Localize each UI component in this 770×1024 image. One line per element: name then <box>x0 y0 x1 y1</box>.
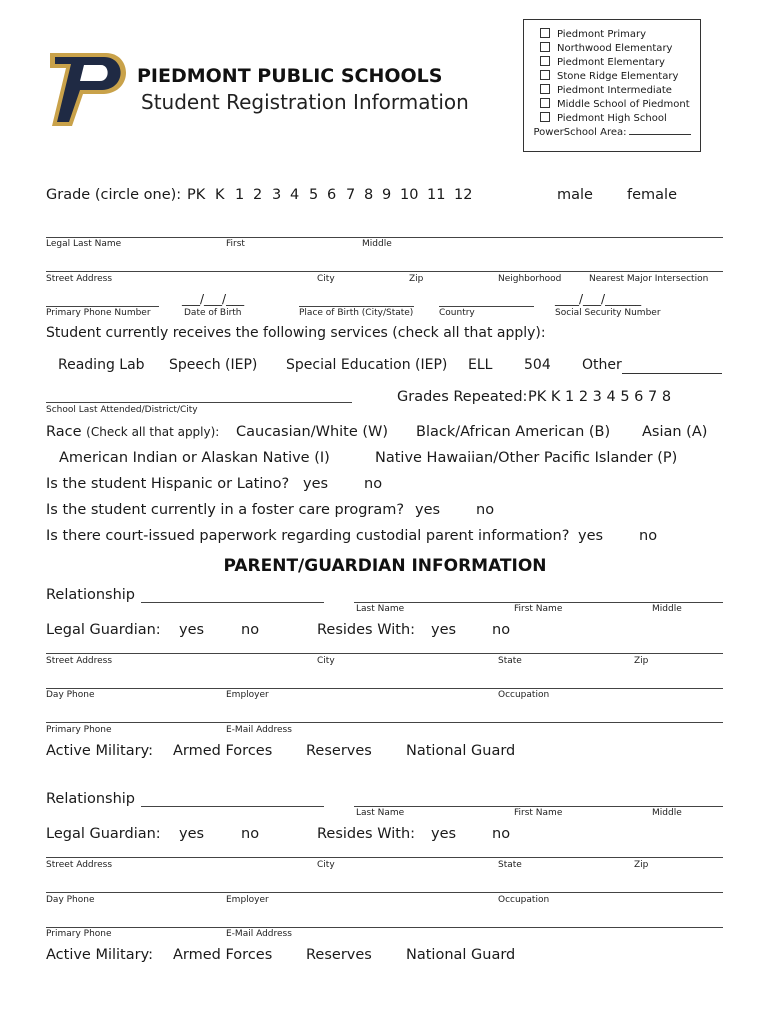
dob-field[interactable]: ___/___/___ <box>182 292 245 306</box>
race-note: (Check all that apply): <box>86 425 220 439</box>
military-reserves[interactable]: Reserves <box>306 743 372 759</box>
active-military-label: Active Military: <box>46 947 154 963</box>
grade-10[interactable]: 10 <box>400 187 419 203</box>
city-label: City <box>317 274 335 284</box>
guardian-state-label: State <box>498 656 522 666</box>
guardian-contact-line[interactable] <box>46 927 723 928</box>
school-option[interactable]: Stone Ridge Elementary <box>540 70 678 82</box>
guardian-name-field[interactable] <box>354 602 723 603</box>
guardian-name-field[interactable] <box>354 806 723 807</box>
primary-phone-field[interactable] <box>46 306 159 307</box>
grade-7[interactable]: 7 <box>346 187 356 203</box>
grade-5[interactable]: 5 <box>309 187 319 203</box>
resides-with-no[interactable]: no <box>492 826 511 842</box>
school-title: PIEDMONT PUBLIC SCHOOLS <box>137 65 443 87</box>
guardian-zip-label: Zip <box>634 860 649 870</box>
military-armed-forces[interactable]: Armed Forces <box>173 947 273 963</box>
services-prompt: Student currently receives the following services (check all that apply): <box>46 325 546 341</box>
guardian-zip-label: Zip <box>634 656 649 666</box>
guardian-primary-phone-label: Primary Phone <box>46 929 112 939</box>
checkbox-icon[interactable] <box>540 42 550 52</box>
guardian-street-label: Street Address <box>46 860 113 870</box>
checkbox-icon[interactable] <box>540 28 550 38</box>
first-name-label: First <box>226 239 245 249</box>
country-field[interactable] <box>439 306 534 307</box>
service-speech[interactable]: Speech (IEP) <box>169 357 258 373</box>
military-armed-forces[interactable]: Armed Forces <box>173 743 273 759</box>
school-option[interactable]: Piedmont Primary <box>540 28 646 40</box>
legal-guardian-label: Legal Guardian: <box>46 622 161 638</box>
school-option[interactable]: Piedmont High School <box>540 112 667 124</box>
legal-guardian-label: Legal Guardian: <box>46 826 161 842</box>
street-address-label: Street Address <box>46 274 113 284</box>
race-asian[interactable]: Asian (A) <box>642 424 708 440</box>
middle-name-label: Middle <box>362 239 392 249</box>
race-label: Race (Check all that apply): <box>46 424 220 440</box>
guardian-street-label: Street Address <box>46 656 113 666</box>
student-name-line[interactable] <box>46 237 723 238</box>
service-504[interactable]: 504 <box>524 357 551 373</box>
school-option[interactable]: Northwood Elementary <box>540 42 672 54</box>
school-option[interactable]: Piedmont Intermediate <box>540 84 672 96</box>
relationship-label: Relationship <box>46 587 136 603</box>
military-reserves[interactable]: Reserves <box>306 947 372 963</box>
military-national-guard[interactable]: National Guard <box>406 947 516 963</box>
guardian-email-label: E-Mail Address <box>226 725 292 735</box>
race-native[interactable]: American Indian or Alaskan Native (I) <box>59 450 330 466</box>
guardian-first-name-label: First Name <box>514 604 563 614</box>
guardian-city-label: City <box>317 860 335 870</box>
service-special-ed[interactable]: Special Education (IEP) <box>286 357 448 373</box>
neighborhood-label: Neighborhood <box>498 274 562 284</box>
resides-with-label: Resides With: <box>317 826 416 842</box>
guardian-occupation-label: Occupation <box>498 895 550 905</box>
grade-12[interactable]: 12 <box>454 187 473 203</box>
school-last-attended-label: School Last Attended/District/City <box>46 405 198 415</box>
grade-label: Grade (circle one): <box>46 187 182 203</box>
school-selection-box <box>523 19 701 152</box>
guardian-work-line[interactable] <box>46 892 723 893</box>
court-no[interactable]: no <box>639 528 658 544</box>
school-last-attended-field[interactable] <box>46 402 352 403</box>
grade-8[interactable]: 8 <box>364 187 374 203</box>
legal-guardian-yes[interactable]: yes <box>179 826 205 842</box>
guardian-last-name-label: Last Name <box>356 604 405 614</box>
guardian-state-label: State <box>498 860 522 870</box>
place-of-birth-label: Place of Birth (City/State) <box>299 308 414 318</box>
active-military-label: Active Military: <box>46 743 154 759</box>
checkbox-icon[interactable] <box>540 84 550 94</box>
guardian-last-name-label: Last Name <box>356 808 405 818</box>
service-other-field[interactable] <box>622 357 722 374</box>
parent-guardian-heading: PARENT/GUARDIAN INFORMATION <box>223 556 547 576</box>
guardian-contact-line[interactable] <box>46 722 723 723</box>
hispanic-question: Is the student Hispanic or Latino? <box>46 476 290 492</box>
grade-3[interactable]: 3 <box>272 187 282 203</box>
guardian-email-label: E-Mail Address <box>226 929 292 939</box>
guardian-day-phone-label: Day Phone <box>46 690 95 700</box>
race-black[interactable]: Black/African American (B) <box>416 424 611 440</box>
grade-1[interactable]: 1 <box>235 187 245 203</box>
grades-repeated-label: Grades Repeated: <box>397 389 528 405</box>
grade-11[interactable]: 11 <box>427 187 446 203</box>
grade-2[interactable]: 2 <box>253 187 263 203</box>
grade-k[interactable]: K <box>215 187 225 203</box>
guardian-employer-label: Employer <box>226 895 269 905</box>
resides-with-yes[interactable]: yes <box>431 826 457 842</box>
hispanic-no[interactable]: no <box>364 476 383 492</box>
relationship-label: Relationship <box>46 791 136 807</box>
guardian-middle-label: Middle <box>652 808 682 818</box>
relationship-field[interactable] <box>141 806 324 807</box>
court-yes[interactable]: yes <box>578 528 604 544</box>
foster-yes[interactable]: yes <box>415 502 441 518</box>
resides-with-no[interactable]: no <box>492 622 511 638</box>
service-other[interactable] <box>582 357 722 374</box>
zip-label: Zip <box>409 274 424 284</box>
foster-no[interactable]: no <box>476 502 495 518</box>
military-national-guard[interactable]: National Guard <box>406 743 516 759</box>
relationship-field[interactable] <box>141 602 324 603</box>
resides-with-yes[interactable]: yes <box>431 622 457 638</box>
legal-guardian-no[interactable]: no <box>241 622 260 638</box>
checkbox-icon[interactable] <box>540 56 550 66</box>
guardian-primary-phone-label: Primary Phone <box>46 725 112 735</box>
foster-question: Is the student currently in a foster care program? <box>46 502 405 518</box>
guardian-day-phone-label: Day Phone <box>46 895 95 905</box>
ssn-field[interactable]: ____/___/______ <box>555 292 642 306</box>
legal-last-name-label: Legal Last Name <box>46 239 122 249</box>
guardian-work-line[interactable] <box>46 688 723 689</box>
race-white[interactable]: Caucasian/White (W) <box>236 424 389 440</box>
powerschool-area: PowerSchool Area: <box>524 127 700 138</box>
place-of-birth-field[interactable] <box>299 306 414 307</box>
nearest-intersection-label: Nearest Major Intersection <box>589 274 709 284</box>
gender-male[interactable]: male <box>557 187 593 203</box>
student-address-line[interactable] <box>46 271 723 272</box>
guardian-address-line[interactable] <box>46 653 723 654</box>
legal-guardian-yes[interactable]: yes <box>179 622 205 638</box>
service-ell[interactable]: ELL <box>468 357 493 373</box>
powerschool-area-field[interactable] <box>629 134 691 135</box>
service-reading-lab[interactable]: Reading Lab <box>58 357 145 373</box>
checkbox-icon[interactable] <box>540 112 550 122</box>
grade-9[interactable]: 9 <box>382 187 392 203</box>
gender-female[interactable]: female <box>627 187 677 203</box>
piedmont-p-logo <box>46 50 132 130</box>
guardian-middle-label: Middle <box>652 604 682 614</box>
school-option[interactable]: Middle School of Piedmont <box>540 98 690 110</box>
checkbox-icon[interactable] <box>540 98 550 108</box>
guardian-address-line[interactable] <box>46 857 723 858</box>
legal-guardian-no[interactable]: no <box>241 826 260 842</box>
grade-6[interactable]: 6 <box>327 187 337 203</box>
grade-pk[interactable]: PK <box>187 187 206 203</box>
court-question: Is there court-issued paperwork regarding custodial parent information? <box>46 528 570 544</box>
hispanic-yes[interactable]: yes <box>303 476 329 492</box>
guardian-employer-label: Employer <box>226 690 269 700</box>
form-subtitle: Student Registration Information <box>141 90 469 114</box>
country-label: Country <box>439 308 475 318</box>
grades-repeated-options[interactable]: PK K 1 2 3 4 5 6 7 8 <box>528 389 672 405</box>
primary-phone-label: Primary Phone Number <box>46 308 151 318</box>
grade-4[interactable]: 4 <box>290 187 300 203</box>
dob-label: Date of Birth <box>184 308 242 318</box>
checkbox-icon[interactable] <box>540 70 550 80</box>
guardian-occupation-label: Occupation <box>498 690 550 700</box>
service-other-label: Other <box>582 357 622 373</box>
school-option[interactable]: Piedmont Elementary <box>540 56 665 68</box>
guardian-first-name-label: First Name <box>514 808 563 818</box>
race-pacific[interactable]: Native Hawaiian/Other Pacific Islander (P) <box>375 450 678 466</box>
resides-with-label: Resides With: <box>317 622 416 638</box>
ssn-label: Social Security Number <box>555 308 661 318</box>
guardian-city-label: City <box>317 656 335 666</box>
